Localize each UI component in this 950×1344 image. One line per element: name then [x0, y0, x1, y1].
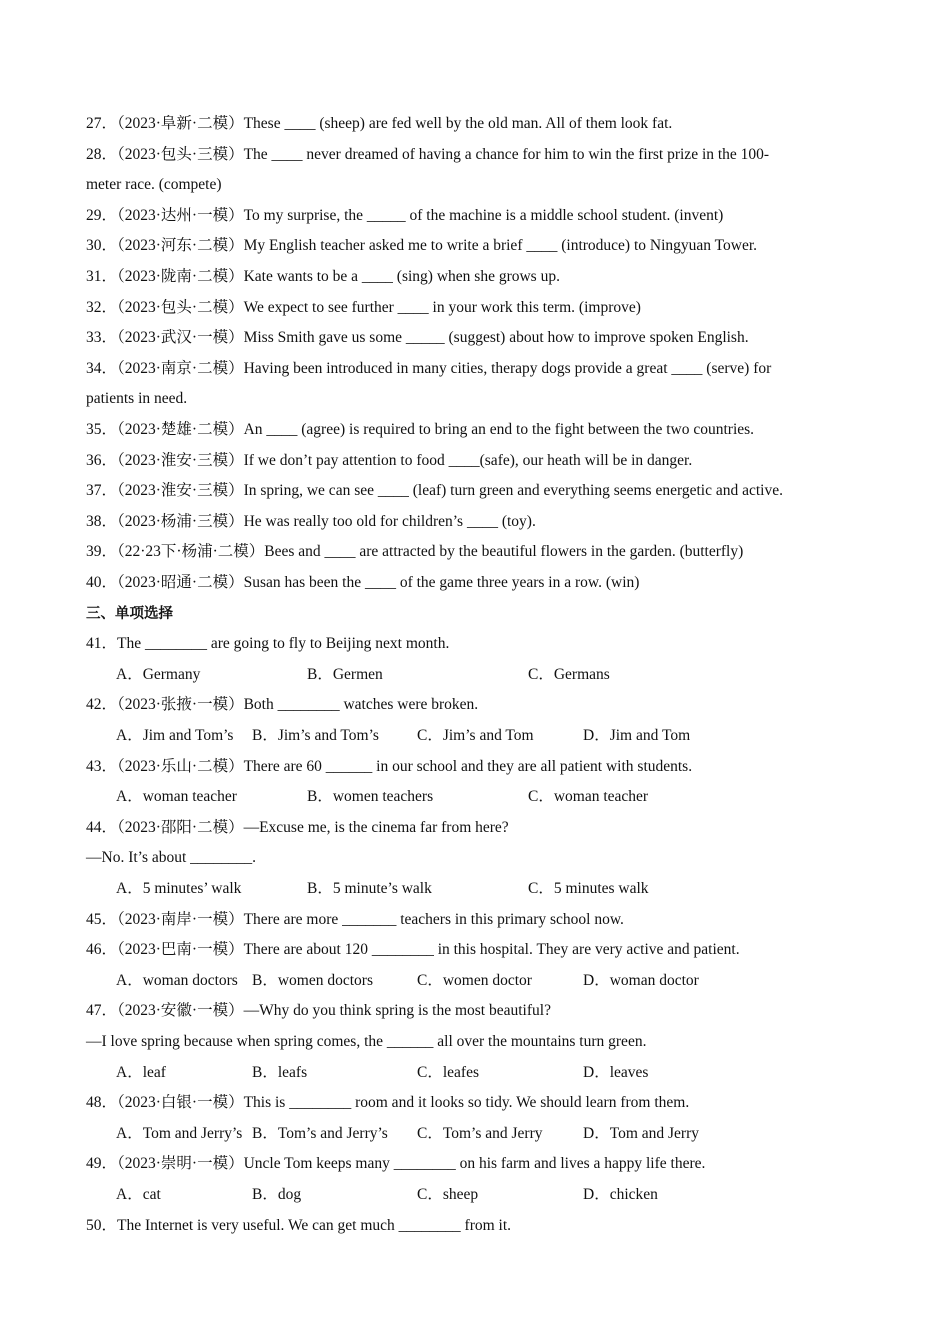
answer-option[interactable]: A．leaf [116, 1064, 166, 1081]
question-text: 38．（2023·杨浦·三模）He was really too old for children’s ____ (toy). [86, 513, 536, 530]
answer-option[interactable]: A．Germany [116, 666, 201, 683]
answer-option[interactable]: D．leaves [583, 1064, 649, 1081]
question-text: 40．（2023·昭通·二模）Susan has been the ____ of the game three years in a row. (win) [86, 574, 640, 591]
question-text: 37．（2023·淮安·三模）In spring, we can see ____ (leaf) turn green and everything seems energetic and active. [86, 482, 783, 499]
question-text: 29．（2023·达州·一模）To my surprise, the _____ of the machine is a middle school student. (invent) [86, 207, 724, 224]
question-text: 47．（2023·安徽·一模）—Why do you think spring is the most beautiful? [86, 1002, 551, 1019]
question-text: 50．The Internet is very useful. We can get much ________ from it. [86, 1217, 512, 1234]
question-text: 49．（2023·崇明·一模）Uncle Tom keeps many ________ on his farm and lives a happy life there. [86, 1155, 706, 1172]
answer-option[interactable]: B．women doctors [252, 972, 373, 989]
answer-option[interactable]: B．dog [252, 1186, 302, 1203]
option-row [116, 664, 876, 686]
answer-option[interactable]: B．leafs [252, 1064, 308, 1081]
answer-option[interactable]: D．woman doctor [583, 972, 699, 989]
option-row [116, 878, 876, 900]
answer-option[interactable]: C．Germans [528, 666, 610, 683]
answer-option[interactable]: B．Tom’s and Jerry’s [252, 1125, 388, 1142]
question-text: 28．（2023·包头·三模）The ____ never dreamed of having a chance for him to win the first prize in the 100- [86, 146, 770, 163]
question-text: 42．（2023·张掖·一模）Both ________ watches were broken. [86, 696, 479, 713]
answer-option[interactable]: C．Tom’s and Jerry [417, 1125, 543, 1142]
question-text: 39．（22·23下·杨浦·二模）Bees and ____ are attracted by the beautiful flowers in the garden. (butterfly) [86, 543, 744, 560]
answer-option[interactable]: D．Tom and Jerry [583, 1125, 700, 1142]
answer-option[interactable]: A．woman doctors [116, 972, 238, 989]
question-text: 41．The ________ are going to fly to Beijing next month. [86, 635, 450, 652]
question-text: 33．（2023·武汉·一模）Miss Smith gave us some _____ (suggest) about how to improve spoken English. [86, 329, 749, 346]
question-text: 27．（2023·阜新·二模）These ____ (sheep) are fed well by the old man. All of them look fat. [86, 115, 673, 132]
answer-option[interactable]: C．Jim’s and Tom [417, 727, 534, 744]
answer-option[interactable]: C．sheep [417, 1186, 479, 1203]
answer-option[interactable]: C．women doctor [417, 972, 532, 989]
question-text: 32．（2023·包头·二模）We expect to see further ____ in your work this term. (improve) [86, 299, 641, 316]
question-text: 44．（2023·邵阳·二模）—Excuse me, is the cinema far from here? [86, 819, 509, 836]
answer-option[interactable]: B．women teachers [307, 788, 434, 805]
answer-option[interactable]: A．cat [116, 1186, 161, 1203]
question-text: patients in need. [86, 390, 188, 407]
question-text: meter race. (compete) [86, 176, 222, 193]
option-row [116, 725, 876, 747]
question-text: —I love spring because when spring comes, the ______ all over the mountains turn green. [86, 1033, 647, 1050]
answer-option[interactable]: B．Germen [307, 666, 383, 683]
answer-option[interactable]: A．Tom and Jerry’s [116, 1125, 243, 1142]
answer-option[interactable]: C．leafes [417, 1064, 479, 1081]
option-row [116, 1062, 876, 1084]
question-text: 30．（2023·河东·二模）My English teacher asked me to write a brief ____ (introduce) to Ningyuan Tower. [86, 237, 758, 254]
answer-option[interactable]: A．Jim and Tom’s [116, 727, 234, 744]
option-row [116, 786, 876, 808]
answer-option[interactable]: C．5 minutes walk [528, 880, 649, 897]
answer-option[interactable]: B．Jim’s and Tom’s [252, 727, 379, 744]
answer-option[interactable]: D．Jim and Tom [583, 727, 691, 744]
question-text: 31．（2023·陇南·二模）Kate wants to be a ____ (sing) when she grows up. [86, 268, 560, 285]
question-text: 34．（2023·南京·二模）Having been introduced in many cities, therapy dogs provide a great ____ (serve) for [86, 360, 772, 377]
option-row [116, 970, 876, 992]
option-row [116, 1123, 876, 1145]
section-title: 三、单项选择 [86, 606, 173, 622]
question-text: 45．（2023·南岸·一模）There are more _______ teachers in this primary school now. [86, 911, 624, 928]
answer-option[interactable]: D．chicken [583, 1186, 658, 1203]
answer-option[interactable]: A．5 minutes’ walk [116, 880, 242, 897]
option-row [116, 1184, 876, 1206]
question-text: —No. It’s about ________. [86, 849, 257, 866]
answer-option[interactable]: C．woman teacher [528, 788, 649, 805]
answer-option[interactable]: B．5 minute’s walk [307, 880, 432, 897]
question-text: 48．（2023·白银·一模）This is ________ room and it looks so tidy. We should learn from them. [86, 1094, 690, 1111]
answer-option[interactable]: A．woman teacher [116, 788, 237, 805]
question-text: 46．（2023·巴南·一模）There are about 120 ________ in this hospital. They are very active and patient. [86, 941, 740, 958]
question-text: 43．（2023·乐山·二模）There are 60 ______ in our school and they are all patient with students. [86, 758, 693, 775]
question-text: 36．（2023·淮安·三模）If we don’t pay attention to food ____(safe), our heath will be in danger. [86, 452, 693, 469]
question-text: 35．（2023·楚雄·二模）An ____ (agree) is required to bring an end to the fight between the two countries. [86, 421, 755, 438]
